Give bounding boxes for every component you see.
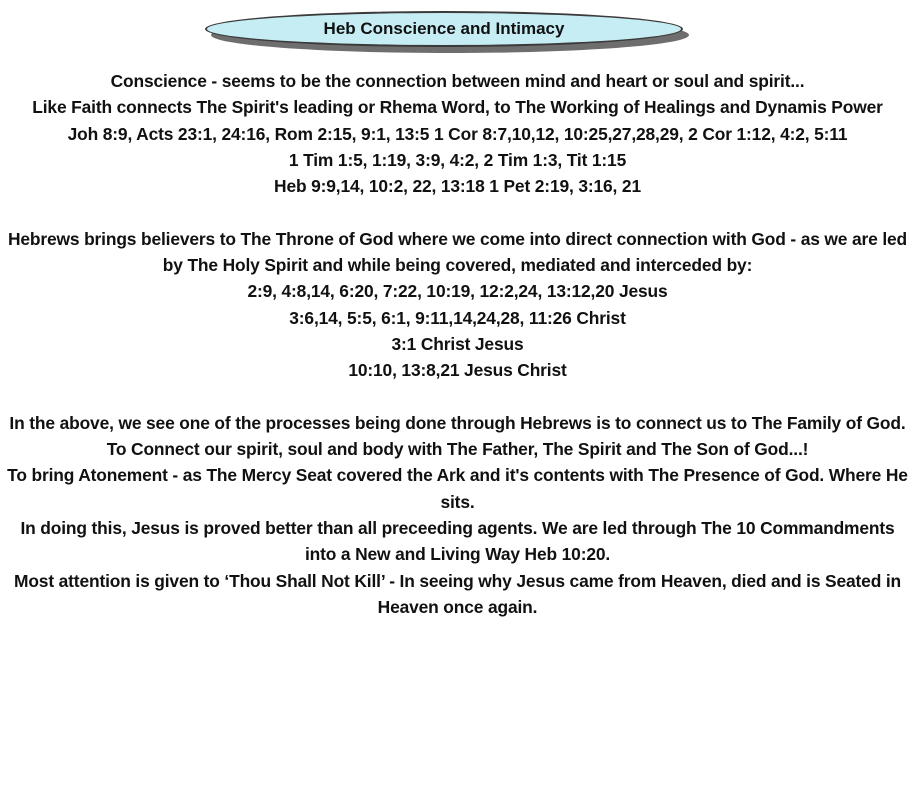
christ-jesus-references-line: 3:1 Christ Jesus	[391, 333, 524, 354]
thou-shall-not-kill-line: Most attention is given to ‘Thou Shall Not Kill’ - In seeing why Jesus came from Heaven, died and is Seated in Heaven once again.	[13, 570, 902, 617]
conscience-definition-line: Conscience - seems to be the connection between mind and heart or soul and spirit...	[110, 71, 805, 91]
paragraph-spacer	[6, 199, 909, 225]
connect-spirit-line: To Connect our spirit, soul and body with The Father, The Spirit and The Son of God...!	[106, 439, 809, 460]
family-of-god-line: In the above, we see one of the processes being done through Hebrews is to connect us to The Family of God.	[9, 412, 906, 433]
throne-of-god-line: Hebrews brings believers to The Throne of God where we come into direct connection with God - as we are led by The Holy Spirit and while being covered, mediated and interceded by:	[7, 228, 908, 276]
timothy-titus-references-line: 1 Tim 1:5, 1:19, 3:9, 4:2, 2 Tim 1:3, Tit 1:15	[288, 149, 627, 170]
atonement-line: To bring Atonement - as The Mercy Seat covered the Ark and it's contents with The Presence of God. Where He sits.	[7, 465, 908, 512]
title-banner	[205, 11, 695, 57]
hebrews-peter-references-line: Heb 9:9,14, 10:2, 22, 13:18 1 Pet 2:19, 3:16, 21	[274, 176, 641, 197]
jesus-better-line: In doing this, Jesus is proved better than all preceeding agents. We are led through The 10 Commandments into a New and Living Way Heb 10:20.	[20, 518, 895, 565]
conscience-references-line: Joh 8:9, Acts 23:1, 24:16, Rom 2:15, 9:1, 13:5 1 Cor 8:7,10,12, 10:25,27,28,29, 2 Cor 1:12, 4:2, 5:11	[67, 123, 848, 144]
christ-references-line: 3:6,14, 5:5, 6:1, 9:11,14,24,28, 11:26 Christ	[289, 307, 626, 328]
paragraph-spacer	[6, 384, 909, 410]
page-title: Heb Conscience and Intimacy	[205, 11, 683, 47]
document-body	[6, 68, 909, 620]
jesus-christ-references-line: 10:10, 13:8,21 Jesus Christ	[348, 360, 567, 381]
jesus-references-line: 2:9, 4:8,14, 6:20, 7:22, 10:19, 12:2,24, 13:12,20 Jesus	[247, 281, 668, 302]
faith-connection-line: Like Faith connects The Spirit's leading or Rhema Word, to The Working of Healings and Dynamis Power	[32, 97, 883, 118]
